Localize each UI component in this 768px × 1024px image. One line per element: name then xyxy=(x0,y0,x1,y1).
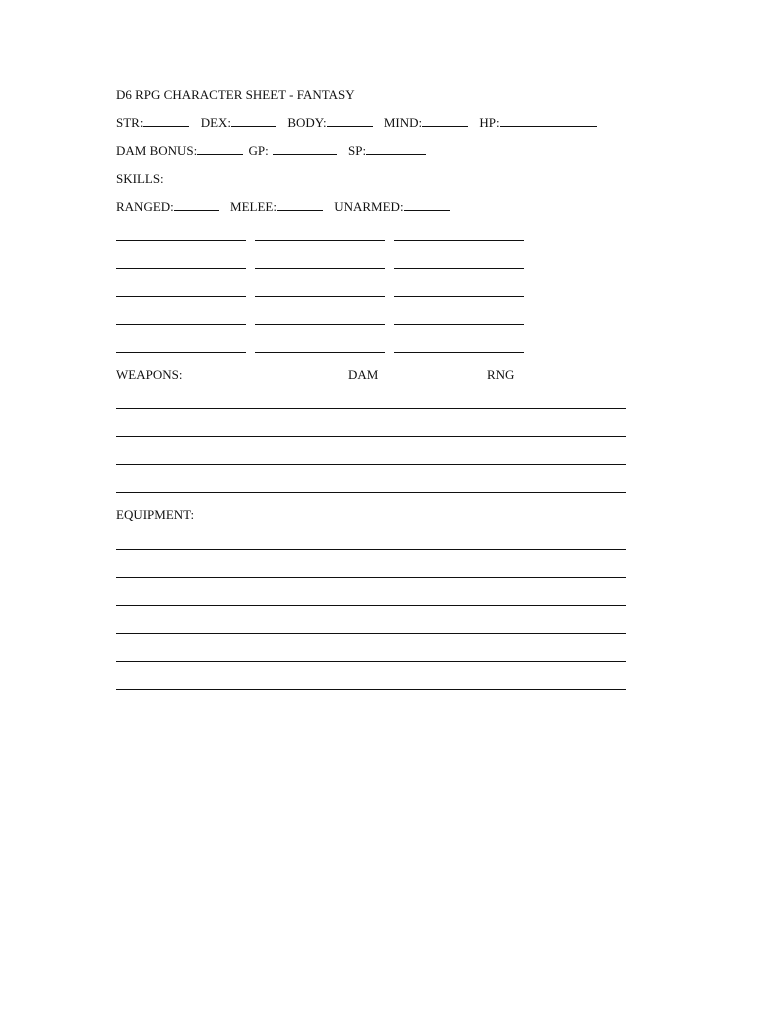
dex-field xyxy=(201,115,276,131)
mind-blank[interactable] xyxy=(422,125,468,127)
ranged-label: RANGED: xyxy=(116,199,174,214)
ranged-field xyxy=(116,199,219,215)
stats-row xyxy=(116,115,605,131)
mind-label: MIND: xyxy=(383,115,423,130)
unarmed-field xyxy=(334,199,449,215)
skill-blank-line[interactable] xyxy=(394,268,524,269)
equipment-heading: EQUIPMENT: xyxy=(116,507,195,522)
skill-blank-line[interactable] xyxy=(394,352,524,353)
unarmed-label: UNARMED: xyxy=(334,199,404,214)
dam-bonus-blank[interactable] xyxy=(197,153,243,155)
dex-label: DEX: xyxy=(200,115,232,130)
melee-field xyxy=(230,199,323,215)
skills-heading: SKILLS: xyxy=(116,171,164,186)
unarmed-blank[interactable] xyxy=(404,209,450,211)
skill-blank-line[interactable] xyxy=(255,268,385,269)
skill-blank-line[interactable] xyxy=(116,268,246,269)
equipment-blank-line[interactable] xyxy=(116,633,626,634)
str-field xyxy=(116,115,189,131)
equipment-blank-line[interactable] xyxy=(116,577,626,578)
skill-blank-line[interactable] xyxy=(116,296,246,297)
weapon-blank-line[interactable] xyxy=(116,436,626,437)
sheet-title: D6 RPG CHARACTER SHEET - FANTASY xyxy=(116,87,355,102)
skill-blank-line[interactable] xyxy=(255,296,385,297)
gp-blank[interactable] xyxy=(273,153,337,155)
body-label: BODY: xyxy=(287,115,327,130)
equipment-blank-line[interactable] xyxy=(116,661,626,662)
weapons-rng-label: RNG xyxy=(487,367,515,382)
equipment-blank-line[interactable] xyxy=(116,605,626,606)
skill-blank-line[interactable] xyxy=(394,240,524,241)
dam-bonus-field xyxy=(116,143,243,159)
str-blank[interactable] xyxy=(143,125,189,127)
hp-field xyxy=(479,115,596,131)
sp-blank[interactable] xyxy=(366,153,426,155)
dam-bonus-label: DAM BONUS: xyxy=(116,143,198,158)
weapons-dam-label: DAM xyxy=(348,367,379,382)
melee-blank[interactable] xyxy=(277,209,323,211)
skill-blank-line[interactable] xyxy=(255,240,385,241)
bonus-row xyxy=(116,143,434,159)
weapon-blank-line[interactable] xyxy=(116,464,626,465)
str-label: STR: xyxy=(116,115,144,130)
gp-field xyxy=(249,143,337,159)
skill-blank-line[interactable] xyxy=(116,240,246,241)
weapon-blank-line[interactable] xyxy=(116,408,626,409)
hp-label: HP: xyxy=(479,115,500,130)
skills-fields-row xyxy=(116,199,458,215)
sp-field xyxy=(348,143,426,159)
weapon-blank-line[interactable] xyxy=(116,492,626,493)
skill-blank-line[interactable] xyxy=(255,324,385,325)
skill-blank-line[interactable] xyxy=(394,324,524,325)
character-sheet xyxy=(116,0,636,1024)
weapons-heading: WEAPONS: xyxy=(116,367,183,382)
dex-blank[interactable] xyxy=(231,125,276,127)
equipment-blank-line[interactable] xyxy=(116,549,626,550)
gp-label: GP: xyxy=(248,143,269,158)
hp-blank[interactable] xyxy=(500,125,597,127)
body-blank[interactable] xyxy=(327,125,373,127)
skill-blank-line[interactable] xyxy=(255,352,385,353)
skill-blank-line[interactable] xyxy=(116,352,246,353)
equipment-blank-line[interactable] xyxy=(116,689,626,690)
weapons-header-row xyxy=(116,367,636,383)
skill-blank-line[interactable] xyxy=(116,324,246,325)
ranged-blank[interactable] xyxy=(174,209,219,211)
body-field xyxy=(287,115,372,131)
sp-label: SP: xyxy=(348,143,367,158)
skill-blank-line[interactable] xyxy=(394,296,524,297)
melee-label: MELEE: xyxy=(230,199,277,214)
mind-field xyxy=(384,115,468,131)
